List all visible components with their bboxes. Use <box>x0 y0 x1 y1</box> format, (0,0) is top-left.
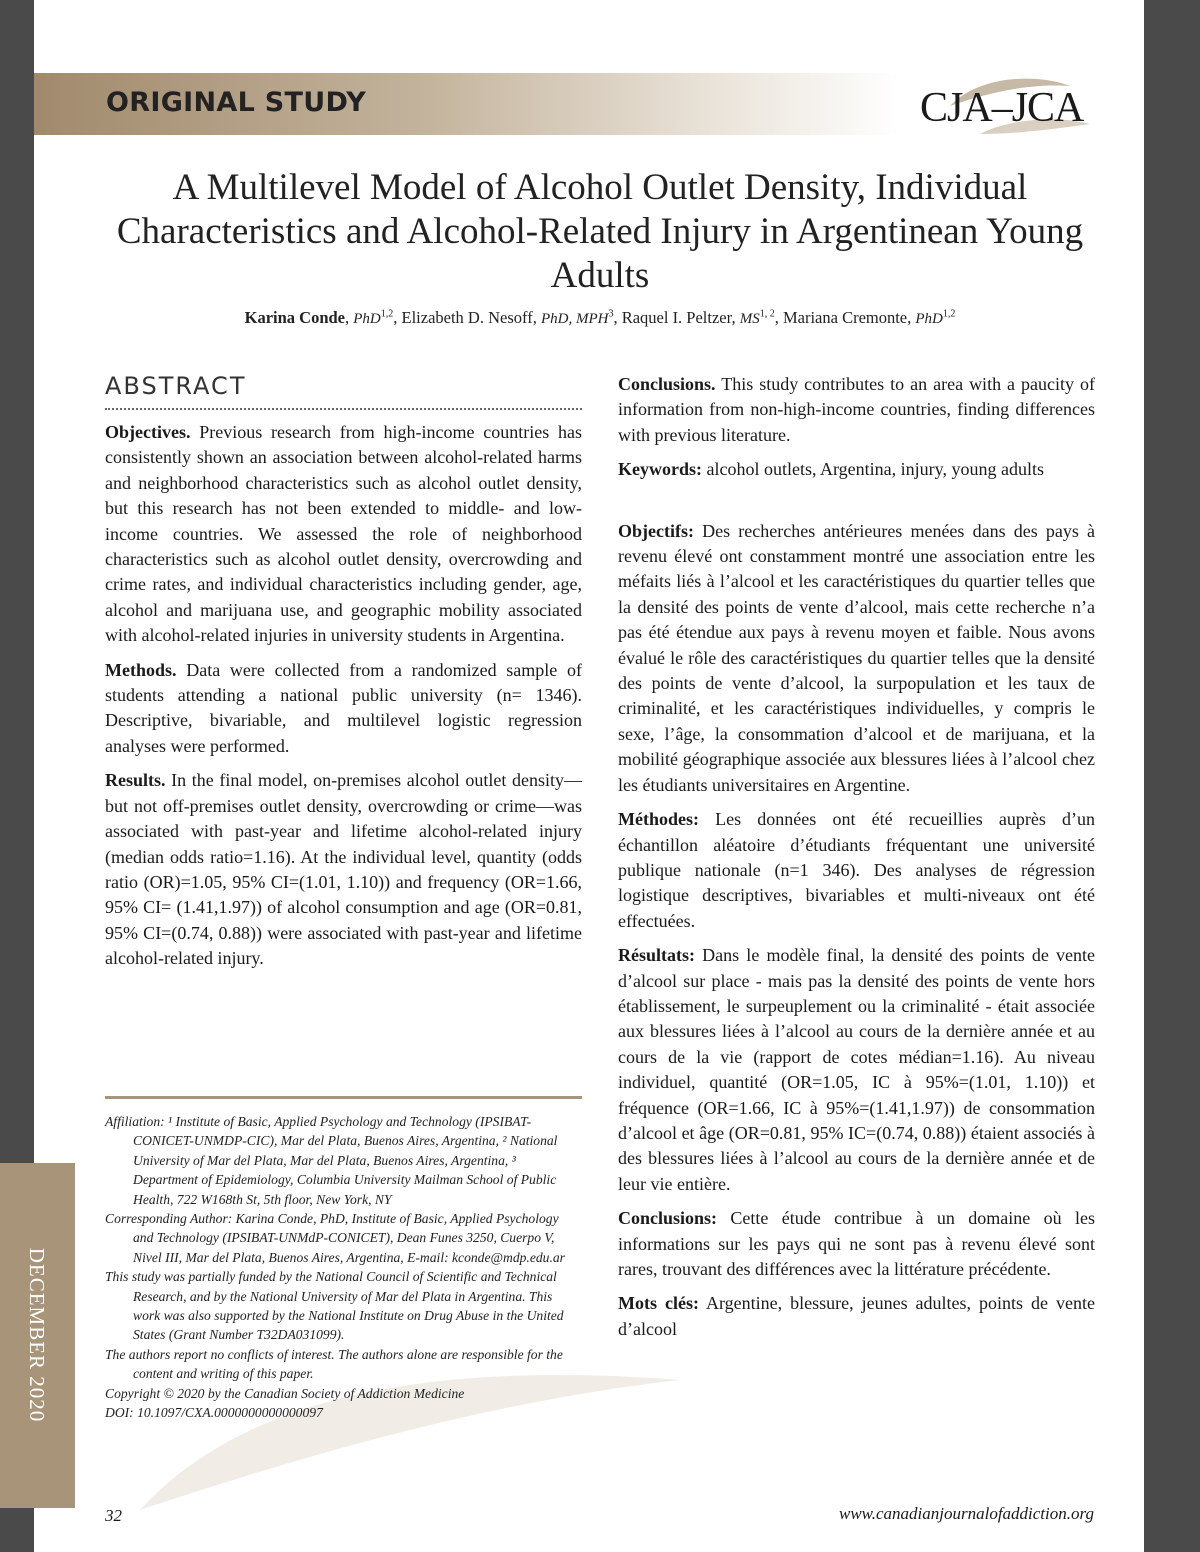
resume-mots-cles <box>618 1291 1095 1342</box>
author-affiliation-sup: 1,2 <box>942 308 956 320</box>
section-text: alcohol outlets, Argentina, injury, young adults <box>702 459 1044 480</box>
footnote-funding: This study was partially funded by the National Council of Scientific and Technical Research, and by the National University of Mar del Plata in Argentina. This work was also supported by the National Institute on Drug Abuse in the United States (Grant Number T32DA031099). <box>105 1269 564 1343</box>
abstract-column-right <box>618 372 1095 1351</box>
author-name: Mariana Cremonte <box>782 308 908 327</box>
abstract-column-english <box>105 372 582 981</box>
footnote-doi: DOI: 10.1097/CXA.0000000000000097 <box>105 1405 323 1421</box>
section-text: Data were collected from a randomized sample of students attending a national public university (n= 1346). Descriptive, bivariable, and multilevel logistic regression analyses were performed. <box>105 659 582 756</box>
resume-objectifs <box>618 519 1095 798</box>
footnote-affiliation: Affiliation: ¹ Institute of Basic, Applied Psychology and Technology (IPSIBAT-CONICET-UNMDP-CIC), Mar del Plata, Buenos Aires, Argentina, ² National University of Mar del Plata, Mar del Plata, Buenos Aires, Argentina, ³ Department of Epidemiology, Columbia University Mailman School of Public Health, 722 W168th St, 5th floor, New York, NY <box>105 1114 558 1207</box>
author-affiliation-sup: 3 <box>608 308 614 320</box>
section-label: Objectives. <box>105 422 191 442</box>
section-label: Résultats: <box>618 945 695 966</box>
section-text: Cette étude contribue à un domaine où les informations sur les pays qui ne sont pas à revenu élevé sont rares, trouvant des différences avec la littérature précédente. <box>618 1208 1095 1279</box>
abstract-keywords <box>618 457 1095 482</box>
author-affiliation-sup: 1,2 <box>380 308 394 320</box>
author-degree: PhD, MPH <box>540 311 609 327</box>
journal-logo-text: CJA–JCA <box>920 85 1084 131</box>
author-name: Karina Conde <box>244 308 345 327</box>
section-text: Les données ont été recueillies auprès d’un échantillon aléatoire d’étudiants fréquentant une université publique nationale (n=1 346). Des analyses de régression logistique descriptives, bivariables et multi-niveaux ont été effectuées. <box>618 809 1095 931</box>
page-number: 32 <box>105 1506 122 1525</box>
article-title: A Multilevel Model of Alcohol Outlet Density, Individual Characteristics and Alcohol-Related Injury in Argentinean Young Adults <box>116 167 1084 296</box>
abstract-conclusions <box>618 372 1095 448</box>
footnote-conflicts: The authors report no conflicts of interest. The authors alone are responsible for the content and writing of this paper. <box>105 1346 563 1382</box>
abstract-objectives <box>105 420 582 649</box>
section-text: Dans le modèle final, la densité des points de vente d’alcool sur place - mais pas la densité des points de vente hors établissement, le surpeuplement ou la criminalité - était associée aux blessures liées à l’alcool au cours de la dernière année et au cours de la vie (rapport de cotes médian=1.16). Au niveau individuel, quantité (OR=1.05, IC à 95%=(1.01, 1.10)) et fréquence (OR=1.66, IC à 95%=(1.41,1.97)) de consommation d’alcool et âge (OR=0.81, 95% IC=(0.74, 0.88)) étaient associés à des blessures liées à l’alcool au cours de la dernière année et de leur vie entière. <box>618 945 1095 1194</box>
section-text: Previous research from high-income countries has consistently shown an association between alcohol-related harms and neighborhood characteristics such as alcohol outlet density, but this research has not been extended to middle- and low-income countries. We assessed the role of neighborhood characteristics such as alcohol outlet density, overcrowding and crime rates, and individual characteristics including gender, age, alcohol and marijuana use, and geographic mobility associated with alcohol-related injuries in university students in Argentina. <box>105 422 582 646</box>
author-affiliation-sup: 1, 2 <box>759 308 775 320</box>
journal-url[interactable]: www.canadianjournalofaddiction.org <box>838 1504 1094 1523</box>
author-name: Raquel I. Peltzer <box>621 308 732 327</box>
author-degree: PhD <box>353 311 381 327</box>
resume-resultats <box>618 943 1095 1197</box>
right-margin-bar <box>1144 0 1200 1552</box>
footnote-corresponding: Corresponding Author: Karina Conde, PhD, Institute of Basic, Applied Psychology and Technology (IPSIBAT-UNMdP-CONICET), Dean Funes 3250, Cuerpo V, Nivel III, Mar del Plata, Buenos Aires, Argentina, E-mail: kconde@mdp.edu.ar <box>105 1211 565 1265</box>
author-degree: MS <box>739 311 760 327</box>
journal-logo <box>920 78 1100 138</box>
section-label: Objectifs: <box>618 520 694 541</box>
resume-methodes <box>618 807 1095 934</box>
section-label: ORIGINAL STUDY <box>106 87 367 118</box>
section-text: In the final model, on-premises alcohol outlet density—but not off-premises outlet density, overcrowding or crime—was associated with past-year and lifetime alcohol-related injury (median odds ratio=1.16). At the individual level, quantity (odds ratio (OR)=1.05, 95% CI=(1.01, 1.10)) and frequency (OR=1.66, 95% CI= (1.41,1.97)) of alcohol consumption and age (OR=0.81, 95% CI=(0.74, 0.88)) were associated with past-year and lifetime alcohol-related injury. <box>105 770 582 969</box>
footnote-separator <box>105 1096 582 1099</box>
footnote-copyright: Copyright © 2020 by the Canadian Society of Addiction Medicine <box>105 1385 465 1401</box>
section-label: Mots clés: <box>618 1293 699 1314</box>
abstract-heading: ABSTRACT <box>105 372 582 410</box>
section-label: Conclusions. <box>618 374 716 394</box>
section-text: Argentine, blessure, jeunes adultes, points de vente d’alcool <box>618 1293 1095 1339</box>
resume-conclusions <box>618 1206 1095 1282</box>
section-text: Des recherches antérieures menées dans des pays à revenu élevé ont constamment montré une association entre les méfaits liés à l’alcool et les caractéristiques du quartier telles que la densité des points de vente d’alcool, mais cette recherche n’a pas été étendue aux pays à revenu moyen et faible. Nous avons évalué le rôle des caractéristiques du quartier telles que la densité des points de vente d’alcool, la surpopulation et les taux de criminalité, et les caractéristiques individuelles, y compris le sexe, l’âge, la consommation d’alcool et de marijuana, et la mobilité géographique associée aux blessures liées à l’alcool chez les étudiants universitaires en Argentine. <box>618 520 1095 795</box>
footnotes <box>105 1112 582 1423</box>
section-label: Méthodes: <box>618 809 699 830</box>
section-label: Methods. <box>105 659 177 680</box>
section-label: Keywords: <box>618 459 702 480</box>
issue-date-text: DECEMBER 2020 <box>25 1247 49 1423</box>
author-name: Elizabeth D. Nesoff <box>401 308 533 327</box>
section-label: Conclusions: <box>618 1208 718 1229</box>
section-text: This study contributes to an area with a paucity of information from non-high-income countries, finding differences with previous literature. <box>618 374 1095 445</box>
abstract-results <box>105 768 582 971</box>
author-degree: PhD <box>915 311 943 327</box>
section-label: Results. <box>105 770 166 791</box>
abstract-methods <box>105 658 582 760</box>
author-list: Karina Conde, PhD$^{1,2}$, Elizabeth D. Nesoff, PhD, MPH$^3$, Raquel I. Peltzer, MS$^{1, 2}$, Mariana Cremonte, PhD$^{1,2}$ <box>244 308 956 327</box>
